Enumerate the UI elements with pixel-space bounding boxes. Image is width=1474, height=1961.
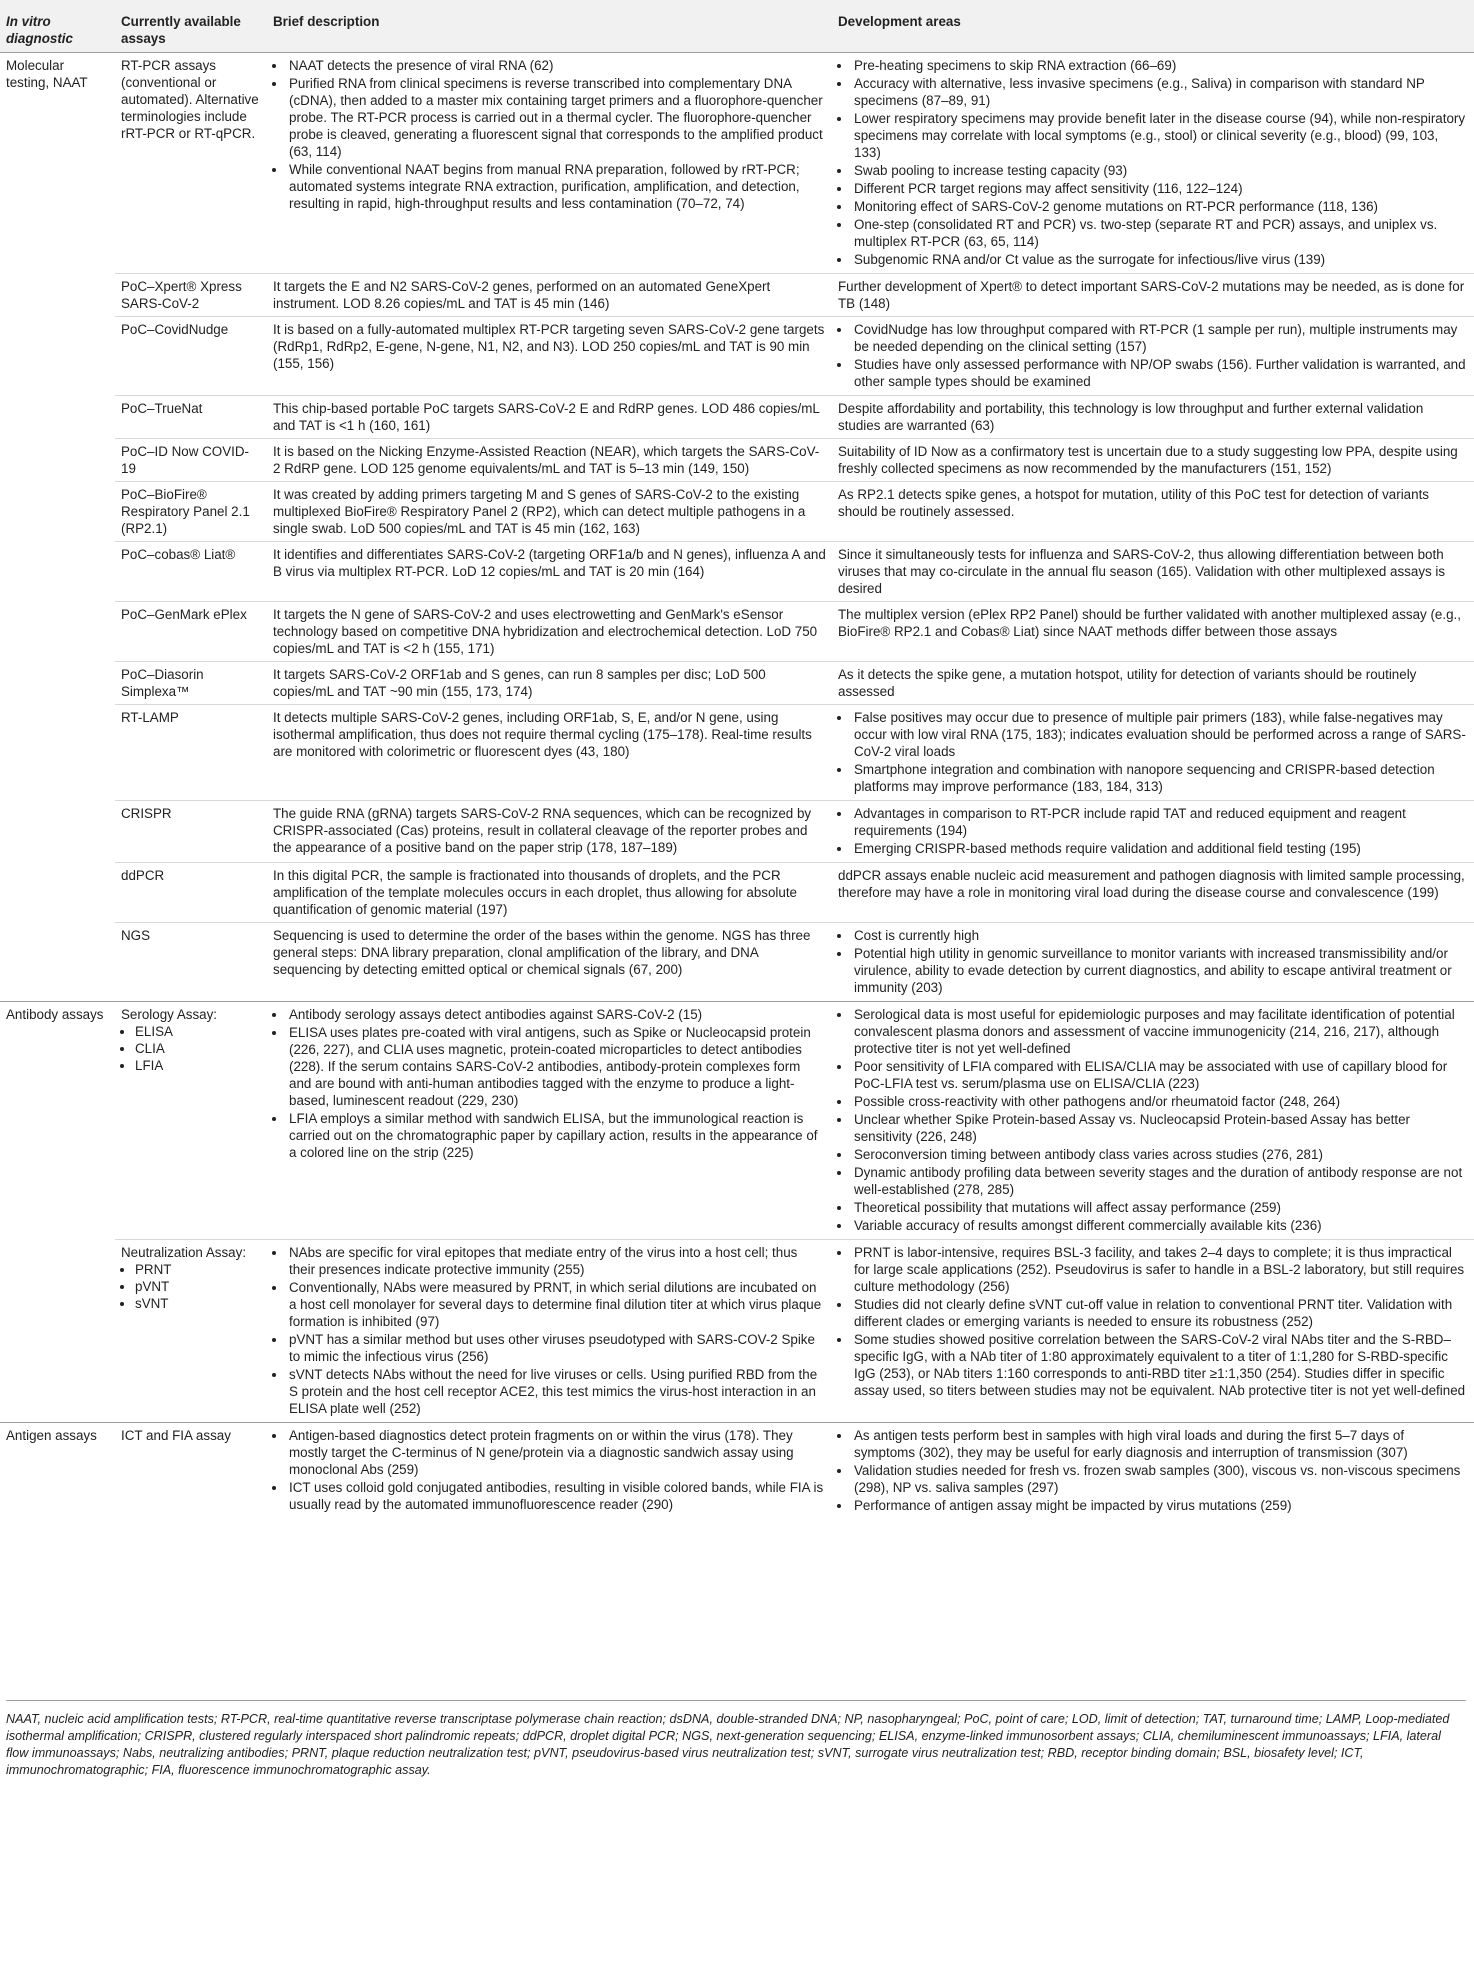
- table-row: [0, 863, 1474, 923]
- development-cell: [832, 317, 1474, 396]
- development-bullet: • Some studies showed positive correlation between the SARS-CoV-2 viral NAbs titer and the S-RBD–specific IgG, with a NAb titer of 1:80 approximately equivalent to a titer of 1:1,280 for S-RBD-specific IgG (253), or NAb titers 1:160 corresponds to anti-RBD titer ≥1:1,350 (254). Studies differ in specific assay used, so titers between studies may not be equivalent. NAb protective titer is not yet well-defined: [852, 1331, 1468, 1399]
- assay-cell: NGS: [115, 923, 267, 1002]
- assay-cell: PoC–GenMark ePlex: [115, 602, 267, 662]
- description-cell: [267, 1423, 832, 1520]
- category-cell: [0, 662, 115, 705]
- table-row: [0, 662, 1474, 705]
- development-bullet: • Poor sensitivity of LFIA compared with ELISA/CLIA may be associated with use of capillary blood for PoC-LFIA test vs. serum/plasma use on ELISA/CLIA (223): [852, 1058, 1468, 1092]
- table-body: [0, 53, 1474, 1520]
- table-header-row: [0, 0, 1474, 53]
- assay-cell: PoC–TrueNat: [115, 396, 267, 439]
- description-cell: The guide RNA (gRNA) targets SARS-CoV-2 RNA sequences, which can be recognized by CRISPR-associated (Cas) proteins, result in collateral cleavage of the reporter probes and the appearance of a positive band on the paper strip (178, 187–189): [267, 801, 832, 863]
- table-row: [0, 396, 1474, 439]
- category-cell: [0, 439, 115, 482]
- description-bullet: • Conventionally, NAbs were measured by PRNT, in which serial dilutions are incubated on a host cell monolayer for several days to determine final dilution titer at which virus plaque formation is inhibited (97): [287, 1279, 826, 1330]
- development-bullet: • Dynamic antibody profiling data between severity stages and the duration of antibody response are not well-established (278, 285): [852, 1164, 1468, 1198]
- table-row: [0, 317, 1474, 396]
- description-cell: It is based on the Nicking Enzyme-Assisted Reaction (NEAR), which targets the SARS-CoV-2 RdRP gene. LOD 125 genome equivalents/mL and TAT is 5–13 min (149, 150): [267, 439, 832, 482]
- development-bullet: • Pre-heating specimens to skip RNA extraction (66–69): [852, 57, 1468, 74]
- category-cell: Molecular testing, NAAT: [0, 53, 115, 274]
- category-cell: [0, 1240, 115, 1423]
- development-bullet: • Subgenomic RNA and/or Ct value as the surrogate for infectious/live virus (139): [852, 251, 1468, 268]
- category-cell: [0, 317, 115, 396]
- table-row: [0, 1240, 1474, 1423]
- development-bullet: • False positives may occur due to presence of multiple pair primers (183), while false-negatives may occur with low viral RNA (175, 183); indicates evaluation should be performed across a range of SARS-CoV-2 viral loads: [852, 709, 1468, 760]
- description-cell: Sequencing is used to determine the order of the bases within the genome. NGS has three general steps: DNA library preparation, clonal amplification of the library, and DNA sequencing by detecting emitted optical or chemical signals (67, 200): [267, 923, 832, 1002]
- header-in-vitro-diagnostic: In vitro diagnostic: [0, 0, 115, 53]
- table-row: [0, 1423, 1474, 1520]
- assay-cell: CRISPR: [115, 801, 267, 863]
- development-bullet: • Swab pooling to increase testing capacity (93): [852, 162, 1468, 179]
- development-bullet: • Smartphone integration and combination with nanopore sequencing and CRISPR-based detection platforms may improve performance (183, 184, 313): [852, 761, 1468, 795]
- development-bullet: • Cost is currently high: [852, 927, 1468, 944]
- development-bullet: • Monitoring effect of SARS-CoV-2 genome mutations on RT-PCR performance (118, 136): [852, 198, 1468, 215]
- header-brief-description: Brief description: [267, 0, 832, 53]
- table-row: [0, 602, 1474, 662]
- development-cell: [832, 1240, 1474, 1423]
- development-cell: [832, 1423, 1474, 1520]
- development-cell: Since it simultaneously tests for influenza and SARS-CoV-2, thus allowing differentiation between both viruses that may co-circulate in the annual flu season (165). Validation with other multiplexed assays is desired: [832, 542, 1474, 602]
- table-row: [0, 53, 1474, 274]
- category-cell: Antibody assays: [0, 1002, 115, 1240]
- description-bullet: • Antibody serology assays detect antibodies against SARS-CoV-2 (15): [287, 1006, 826, 1023]
- category-cell: [0, 482, 115, 542]
- description-cell: [267, 53, 832, 274]
- development-list: [838, 1244, 1468, 1399]
- description-bullet: • ELISA uses plates pre-coated with viral antigens, such as Spike or Nucleocapsid protein (226, 227), and CLIA uses magnetic, protein-coated microparticles to detect antibodies (228). If the serum contains SARS-CoV-2 antibodies, antibody-protein complexes form and are bound with anti-human antibodies tagged with the enzyme to produce a light-based, luminescent readout (229, 230): [287, 1024, 826, 1109]
- description-cell: It was created by adding primers targeting M and S genes of SARS-CoV-2 to the existing multiplexed BioFire® Respiratory Panel 2 (RP2), which can detect multiple pathogens in a single swab. LoD 500 copies/mL and TAT is 45 min (162, 163): [267, 482, 832, 542]
- table-row: [0, 705, 1474, 801]
- assay-cell: PoC–CovidNudge: [115, 317, 267, 396]
- table-row: [0, 542, 1474, 602]
- development-cell: The multiplex version (ePlex RP2 Panel) should be further validated with another multiplexed assay (e.g., BioFire® RP2.1 and Cobas® Liat) since NAAT methods differ between those assays: [832, 602, 1474, 662]
- development-cell: ddPCR assays enable nucleic acid measurement and pathogen diagnosis with limited sample processing, therefore may have a role in monitoring viral load during the disease course and convalescence (199): [832, 863, 1474, 923]
- description-list: [273, 1427, 826, 1513]
- assay-sublist-item: • LFIA: [135, 1057, 261, 1074]
- category-cell: Antigen assays: [0, 1423, 115, 1520]
- description-cell: [267, 1002, 832, 1240]
- assay-cell: PoC–cobas® Liat®: [115, 542, 267, 602]
- development-bullet: • CovidNudge has low throughput compared with RT-PCR (1 sample per run), multiple instruments may be needed depending on the clinical setting (157): [852, 321, 1468, 355]
- development-cell: [832, 923, 1474, 1002]
- development-cell: Despite affordability and portability, this technology is low throughput and further external validation studies are warranted (63): [832, 396, 1474, 439]
- development-bullet: • Seroconversion timing between antibody class varies across studies (276, 281): [852, 1146, 1468, 1163]
- table-row: [0, 274, 1474, 317]
- description-bullet: • Purified RNA from clinical specimens is reverse transcribed into complementary DNA (cDNA), then added to a master mix containing target primers and a fluorophore-quencher probe. The RT-PCR process is carried out in a thermal cycler. The fluorophore-quencher probe is cleaved, generating a fluorescent signal that corresponds to the amplified product (63, 114): [287, 75, 826, 160]
- description-bullet: • Antigen-based diagnostics detect protein fragments on or within the virus (178). They mostly target the C-terminus of N gene/protein via a diagnostic sandwich assay using monoclonal Abs (259): [287, 1427, 826, 1478]
- development-list: [838, 1006, 1468, 1234]
- description-cell: It is based on a fully-automated multiplex RT-PCR targeting seven SARS-CoV-2 gene targets (RdRp1, RdRp2, E-gene, N-gene, N1, N2, and N3). LOD 250 copies/mL and TAT is 90 min (155, 156): [267, 317, 832, 396]
- assay-title: Serology Assay:: [121, 1007, 218, 1022]
- assay-cell: PoC–Diasorin Simplexa™: [115, 662, 267, 705]
- header-available-assays: Currently available assays: [115, 0, 267, 53]
- table-row: [0, 439, 1474, 482]
- table-row: [0, 923, 1474, 1002]
- description-bullet: • NAbs are specific for viral epitopes that mediate entry of the virus into a host cell; thus their presences indicate protective immunity (255): [287, 1244, 826, 1278]
- assay-cell: ICT and FIA assay: [115, 1423, 267, 1520]
- header-development-areas: Development areas: [832, 0, 1474, 53]
- assay-cell: [115, 1002, 267, 1240]
- development-bullet: • Unclear whether Spike Protein-based Assay vs. Nucleocapsid Protein-based Assay has better sensitivity (226, 248): [852, 1111, 1468, 1145]
- development-bullet: • PRNT is labor-intensive, requires BSL-3 facility, and takes 2–4 days to complete; it is thus impractical for large scale applications (252). Pseudovirus is safer to handle in a BSL-2 laboratory, but still requires culture methodology (256): [852, 1244, 1468, 1295]
- table-row: [0, 801, 1474, 863]
- development-cell: [832, 705, 1474, 801]
- assay-cell: ddPCR: [115, 863, 267, 923]
- assay-cell: PoC–ID Now COVID-19: [115, 439, 267, 482]
- description-cell: It targets SARS-CoV-2 ORF1ab and S genes, can run 8 samples per disc; LoD 500 copies/mL and TAT ~90 min (155, 173, 174): [267, 662, 832, 705]
- assay-cell: PoC–Xpert® Xpress SARS-CoV-2: [115, 274, 267, 317]
- category-cell: [0, 863, 115, 923]
- description-cell: It identifies and differentiates SARS-CoV-2 (targeting ORF1a/b and N genes), influenza A and B virus via multiplex RT-PCR. LoD 12 copies/mL and TAT is 20 min (164): [267, 542, 832, 602]
- development-bullet: • Accuracy with alternative, less invasive specimens (e.g., Saliva) in comparison with standard NP specimens (87–89, 91): [852, 75, 1468, 109]
- development-cell: Suitability of ID Now as a confirmatory test is uncertain due to a study suggesting low PPA, despite using freshly collected specimens as now recommended by the manufacturers (151, 152): [832, 439, 1474, 482]
- development-list: [838, 927, 1468, 996]
- description-bullet: • NAAT detects the presence of viral RNA (62): [287, 57, 826, 74]
- assay-sublist: [121, 1023, 261, 1074]
- assay-sublist: [121, 1261, 261, 1312]
- description-bullet: • While conventional NAAT begins from manual RNA preparation, followed by rRT-PCR; automated systems integrate RNA extraction, purification, amplification, and detection, resulting in rapid, high-throughput results and less contamination (70–72, 74): [287, 161, 826, 212]
- category-cell: [0, 923, 115, 1002]
- development-list: [838, 57, 1468, 268]
- description-cell: [267, 1240, 832, 1423]
- category-cell: [0, 542, 115, 602]
- assay-title: Neutralization Assay:: [121, 1245, 247, 1260]
- assay-cell: [115, 1240, 267, 1423]
- development-cell: [832, 53, 1474, 274]
- description-cell: It detects multiple SARS-CoV-2 genes, including ORF1ab, S, E, and/or N gene, using isothermal amplification, thus does not require thermal cycling (175–178). Real-time results are monitored with colorimetric or fluorescent dyes (43, 180): [267, 705, 832, 801]
- development-list: [838, 709, 1468, 795]
- category-cell: [0, 602, 115, 662]
- table-row: [0, 482, 1474, 542]
- description-cell: It targets the E and N2 SARS-CoV-2 genes, performed on an automated GeneXpert instrument. LOD 8.26 copies/mL and TAT is 45 min (146): [267, 274, 832, 317]
- development-cell: As RP2.1 detects spike genes, a hotspot for mutation, utility of this PoC test for detection of variants should be routinely assessed.: [832, 482, 1474, 542]
- development-bullet: • Emerging CRISPR-based methods require validation and additional field testing (195): [852, 840, 1468, 857]
- description-cell: It targets the N gene of SARS-CoV-2 and uses electrowetting and GenMark's eSensor technology based on competitive DNA hybridization and electrochemical detection. LoD 750 copies/mL and TAT is <2 h (155, 171): [267, 602, 832, 662]
- development-list: [838, 805, 1468, 857]
- description-list: [273, 57, 826, 212]
- description-bullet: • pVNT has a similar method but uses other viruses pseudotyped with SARS-COV-2 Spike to mimic the infectious virus (256): [287, 1331, 826, 1365]
- table-footnote: NAAT, nucleic acid amplification tests; RT-PCR, real-time quantitative reverse transcriptase polymerase chain reaction; dsDNA, double-stranded DNA; NP, nasopharyngeal; PoC, point of care; LOD, limit of detection; TAT, turnaround time; LAMP, Loop-mediated isothermal amplification; CRISPR, clustered regularly interspaced short palindromic repeats; ddPCR, droplet digital PCR; NGS, next-generation sequencing; ELISA, enzyme-linked immunosorbent assays; CLIA, chemiluminescent immunoassays; LFIA, lateral flow immunoassays; Nabs, neutralizing antibodies; PRNT, plaque reduction neutralization test; pVNT, pseudovirus-based virus neutralization test; sVNT, surrogate virus neutralization test; RBD, receptor binding domain; BSL, biosafety level; ICT, immunochromatographic; FIA, fluorescence immunochromatographic assay.: [6, 1700, 1466, 1779]
- development-list: [838, 321, 1468, 390]
- category-cell: [0, 274, 115, 317]
- description-bullet: • LFIA employs a similar method with sandwich ELISA, but the immunological reaction is carried out on the chromatographic paper by capillary action, results in the appearance of a colored line on the strip (225): [287, 1110, 826, 1161]
- category-cell: [0, 801, 115, 863]
- assay-cell: RT-PCR assays (conventional or automated). Alternative terminologies include rRT-PCR or RT-qPCR.: [115, 53, 267, 274]
- development-cell: Further development of Xpert® to detect important SARS-CoV-2 mutations may be needed, as is done for TB (148): [832, 274, 1474, 317]
- development-bullet: • Studies have only assessed performance with NP/OP swabs (156). Further validation is warranted, and other sample types should be examined: [852, 356, 1468, 390]
- assay-sublist-item: • PRNT: [135, 1261, 261, 1278]
- development-bullet: • Lower respiratory specimens may provide benefit later in the disease course (94), while non-respiratory specimens may correlate with local symptoms (e.g., stool) or clinical severity (e.g., blood) (99, 103, 133): [852, 110, 1468, 161]
- description-cell: In this digital PCR, the sample is fractionated into thousands of droplets, and the PCR amplification of the template molecules occurs in each droplet, thus allowing for absolute quantification of genomic material (197): [267, 863, 832, 923]
- assay-sublist-item: • ELISA: [135, 1023, 261, 1040]
- development-bullet: • Theoretical possibility that mutations will affect assay performance (259): [852, 1199, 1468, 1216]
- development-bullet: • One-step (consolidated RT and PCR) vs. two-step (separate RT and PCR) assays, and uniplex vs. multiplex RT-PCR (63, 65, 114): [852, 216, 1468, 250]
- development-list: [838, 1427, 1468, 1514]
- development-bullet: • Possible cross-reactivity with other pathogens and/or rheumatoid factor (248, 264): [852, 1093, 1468, 1110]
- description-cell: This chip-based portable PoC targets SARS-CoV-2 E and RdRP genes. LOD 486 copies/mL and TAT is <1 h (160, 161): [267, 396, 832, 439]
- development-bullet: • Serological data is most useful for epidemiologic purposes and may facilitate identification of potential convalescent plasma donors and assessment of vaccine immunogenicity (214, 216, 217), although protective titer is not yet well-defined: [852, 1006, 1468, 1057]
- development-bullet: • Variable accuracy of results amongst different commercially available kits (236): [852, 1217, 1468, 1234]
- development-cell: As it detects the spike gene, a mutation hotspot, utility for detection of variants should be routinely assessed: [832, 662, 1474, 705]
- development-bullet: • Potential high utility in genomic surveillance to monitor variants with increased transmissibility and/or virulence, ability to evade detection by current diagnostics, and ability to escape antiviral treatment or immunity (203): [852, 945, 1468, 996]
- development-bullet: • Performance of antigen assay might be impacted by virus mutations (259): [852, 1497, 1468, 1514]
- development-cell: [832, 1002, 1474, 1240]
- category-cell: [0, 396, 115, 439]
- table-row: [0, 1002, 1474, 1240]
- assay-sublist-item: • sVNT: [135, 1295, 261, 1312]
- description-bullet: • sVNT detects NAbs without the need for live viruses or cells. Using purified RBD from the S protein and the host cell receptor ACE2, this test mimics the virus-host interaction in an ELISA plate well (252): [287, 1366, 826, 1417]
- category-cell: [0, 705, 115, 801]
- description-list: [273, 1244, 826, 1417]
- assay-sublist-item: • CLIA: [135, 1040, 261, 1057]
- development-bullet: • Studies did not clearly define sVNT cut-off value in relation to conventional PRNT titer. Validation with different clades or emerging variants is needed to ensure its robustness (252): [852, 1296, 1468, 1330]
- assay-cell: PoC–BioFire® Respiratory Panel 2.1 (RP2.1): [115, 482, 267, 542]
- development-bullet: • Different PCR target regions may affect sensitivity (116, 122–124): [852, 180, 1468, 197]
- description-list: [273, 1006, 826, 1161]
- development-bullet: • Validation studies needed for fresh vs. frozen swab samples (300), viscous vs. non-viscous specimens (298), NP vs. saliva samples (297): [852, 1462, 1468, 1496]
- development-cell: [832, 801, 1474, 863]
- development-bullet: • As antigen tests perform best in samples with high viral loads and during the first 5–7 days of symptoms (302), they may be useful for early diagnosis and interruption of transmission (307): [852, 1427, 1468, 1461]
- description-bullet: • ICT uses colloid gold conjugated antibodies, resulting in visible colored bands, while FIA is usually read by the automated immunofluorescence reader (290): [287, 1479, 826, 1513]
- development-bullet: • Advantages in comparison to RT-PCR include rapid TAT and reduced equipment and reagent requirements (194): [852, 805, 1468, 839]
- assay-sublist-item: • pVNT: [135, 1278, 261, 1295]
- assay-cell: RT-LAMP: [115, 705, 267, 801]
